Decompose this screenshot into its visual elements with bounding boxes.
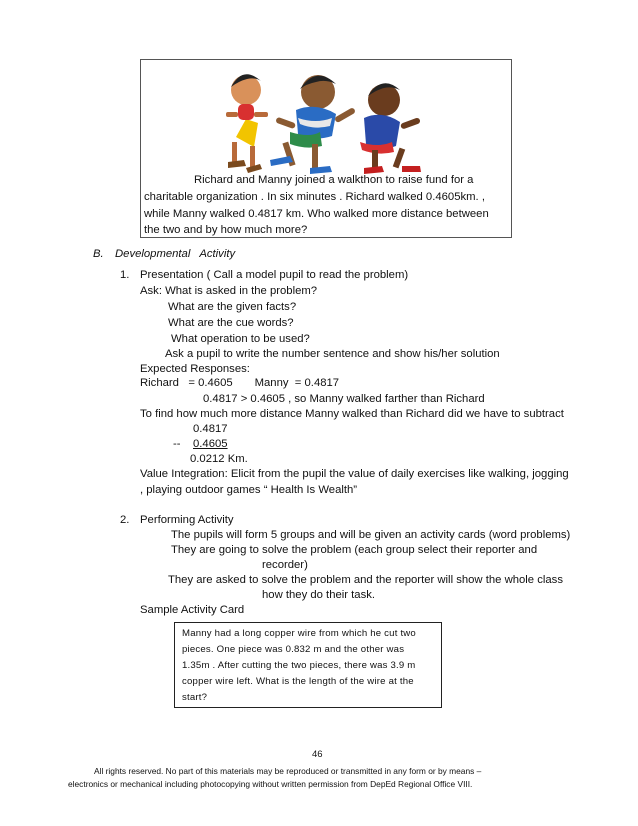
sample-activity-card [174, 622, 442, 708]
section-letter: B. [93, 248, 104, 260]
text-line: The pupils will form 5 groups and will be given an activity cards (word problems) [171, 529, 571, 541]
problem-line: charitable organization . In six minutes . Richard walked 0.4605km. , [144, 191, 485, 203]
problem-line: the two and by how much more? [144, 224, 308, 236]
text-line: Sample Activity Card [140, 604, 245, 616]
problem-line: Richard and Manny joined a walkthon to raise fund for a [194, 174, 474, 186]
card-line: start? [182, 692, 208, 703]
text-line: how they do their task. [262, 589, 376, 601]
card-line: copper wire left. What is the length of the wire at the [182, 676, 414, 687]
text-line: recorder) [262, 559, 308, 571]
footer-rights-line: All rights reserved. No part of this materials may be reproduced or transmitted in any form or by means – [94, 766, 482, 776]
text-line: What are the cue words? [168, 317, 294, 329]
text-line: What operation to be used? [171, 333, 310, 345]
runner-right [360, 83, 421, 174]
section-title: Developmental Activity [115, 248, 236, 260]
list-number: 2. [120, 514, 130, 526]
subtraction-minuend: 0.4817 [193, 423, 228, 435]
text-line: What are the given facts? [168, 301, 297, 313]
page-number: 46 [312, 749, 323, 760]
runner-left [226, 74, 268, 173]
text-line: They are going to solve the problem (each group select their reporter and [171, 544, 538, 556]
running-boys-illustration [226, 62, 426, 177]
text-line: 0.4817 > 0.4605 , so Manny walked farther than Richard [203, 393, 485, 405]
footer-rights-line: electronics or mechanical including photocopying without written permission from DepEd Regional Office VIII. [68, 779, 473, 789]
performing-heading: Performing Activity [140, 514, 234, 526]
value-integration-line: Value Integration: Elicit from the pupil the value of daily exercises like walking, jogging [140, 468, 569, 480]
runner-middle [270, 75, 356, 174]
text-line: They are asked to solve the problem and the reporter will show the whole class [168, 574, 563, 586]
card-line: Manny had a long copper wire from which he cut two [182, 628, 416, 639]
presentation-heading: Presentation ( Call a model pupil to read the problem) [140, 269, 409, 281]
subtraction-minus: -- [173, 438, 181, 450]
value-integration-line: , playing outdoor games “ Health Is Wealth” [140, 484, 358, 496]
card-line: pieces. One piece was 0.832 m and the other was [182, 644, 405, 655]
text-line: To find how much more distance Manny walked than Richard did we have to subtract [140, 408, 564, 420]
card-line: 1.35m . After cutting the two pieces, there was 3.9 m [182, 660, 416, 671]
text-line: Ask: What is asked in the problem? [140, 285, 318, 297]
problem-box [140, 59, 512, 238]
subtraction-subtrahend: 0.4605 [193, 438, 228, 450]
text-line: Richard = 0.4605 Manny = 0.4817 [140, 377, 340, 389]
problem-line: while Manny walked 0.4817 km. Who walked more distance between [144, 208, 489, 220]
text-line: Ask a pupil to write the number sentence and show his/her solution [165, 348, 500, 360]
list-number: 1. [120, 269, 130, 281]
subtraction-result: 0.0212 Km. [190, 453, 248, 465]
text-line: Expected Responses: [140, 363, 250, 375]
